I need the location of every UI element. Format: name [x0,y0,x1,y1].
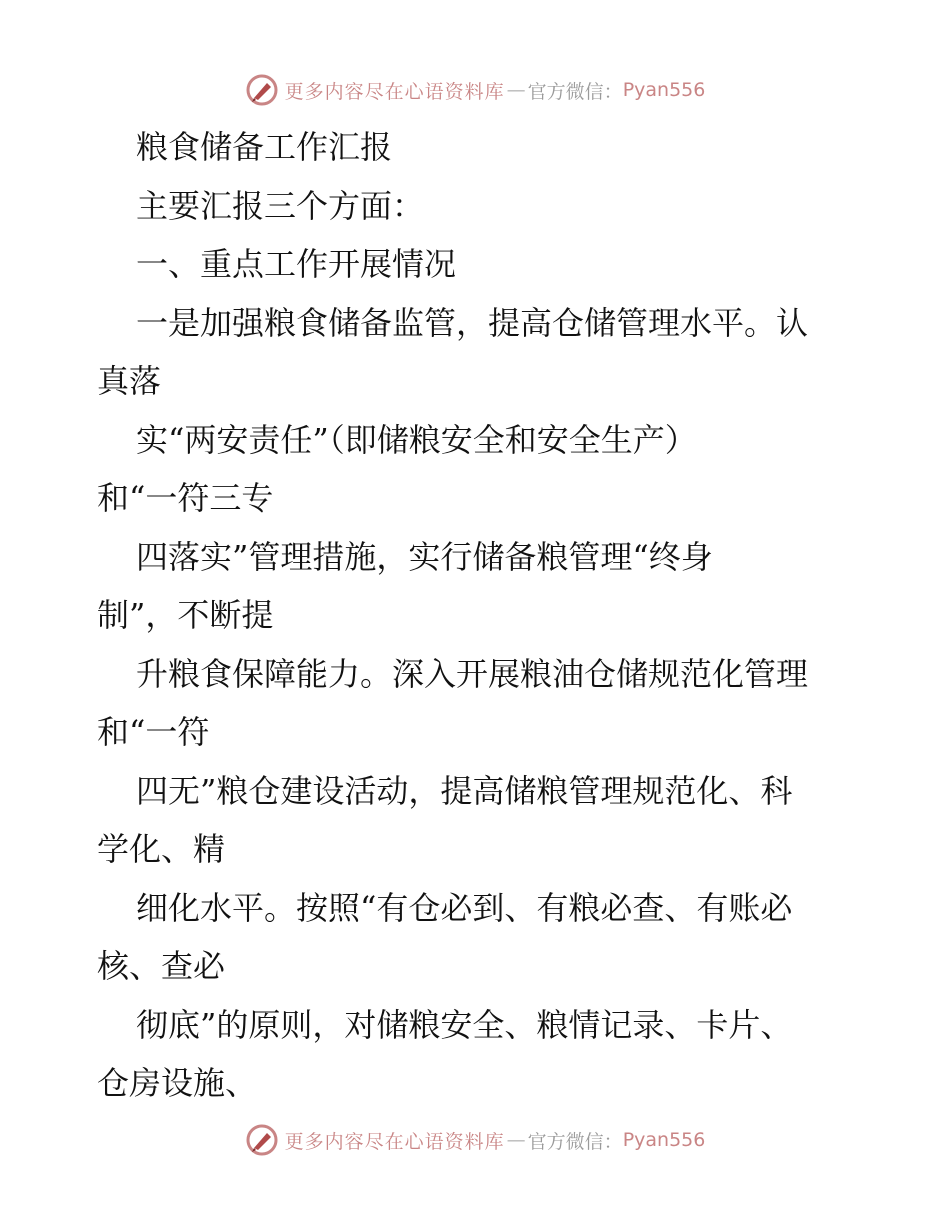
watermark-label: 官方微信： [527,80,623,103]
document-line: 细化水平。按照“有仓必到、有粮必查、有账必 [136,888,793,927]
document-line: 制”，不断提 [97,596,274,634]
document-line: 和“一符三专 [97,479,274,517]
document-line: 四无”粮仓建设活动，提高储粮管理规范化、科 [136,771,793,810]
document-line: 升粮食保障能力。深入开展粮油仓储规范化管理 [136,654,809,693]
document-line: 核、查必 [97,947,226,985]
pen-circle-logo-icon [245,73,279,107]
footer-watermark [0,1120,950,1160]
watermark-site-text: 更多内容尽在心语资料库 [284,80,505,103]
header-watermark [0,70,950,110]
watermark-wechat-id: Pyan556 [622,1129,706,1151]
document-line: 学化、精 [97,830,226,868]
document-line: 和“一符 [97,713,210,751]
document-line: 实“两安责任”（即储粮安全和安全生产） [136,420,697,459]
document-line: 彻底”的原则，对储粮安全、粮情记录、卡片、 [136,1005,793,1044]
document-line: 粮食储备工作汇报 [136,128,393,166]
document-line: 一是加强粮食储备监管，提高仓储管理水平。认 [136,303,809,342]
document-line: 一、重点工作开展情况 [136,245,457,283]
document-line: 真落 [97,362,162,400]
watermark-label: 官方微信： [527,1130,623,1153]
watermark-site-text: 更多内容尽在心语资料库 [284,1130,505,1153]
document-body [97,118,867,1113]
document-line: 四落实”管理措施，实行储备粮管理“终身 [136,537,713,576]
document-line: 主要汇报三个方面： [136,186,425,225]
watermark-separator: — [506,1129,526,1151]
watermark-wechat-id: Pyan556 [622,79,706,101]
pen-circle-logo-icon [245,1123,279,1157]
document-line: 仓房设施、 [97,1064,258,1102]
watermark-separator: — [506,79,526,101]
